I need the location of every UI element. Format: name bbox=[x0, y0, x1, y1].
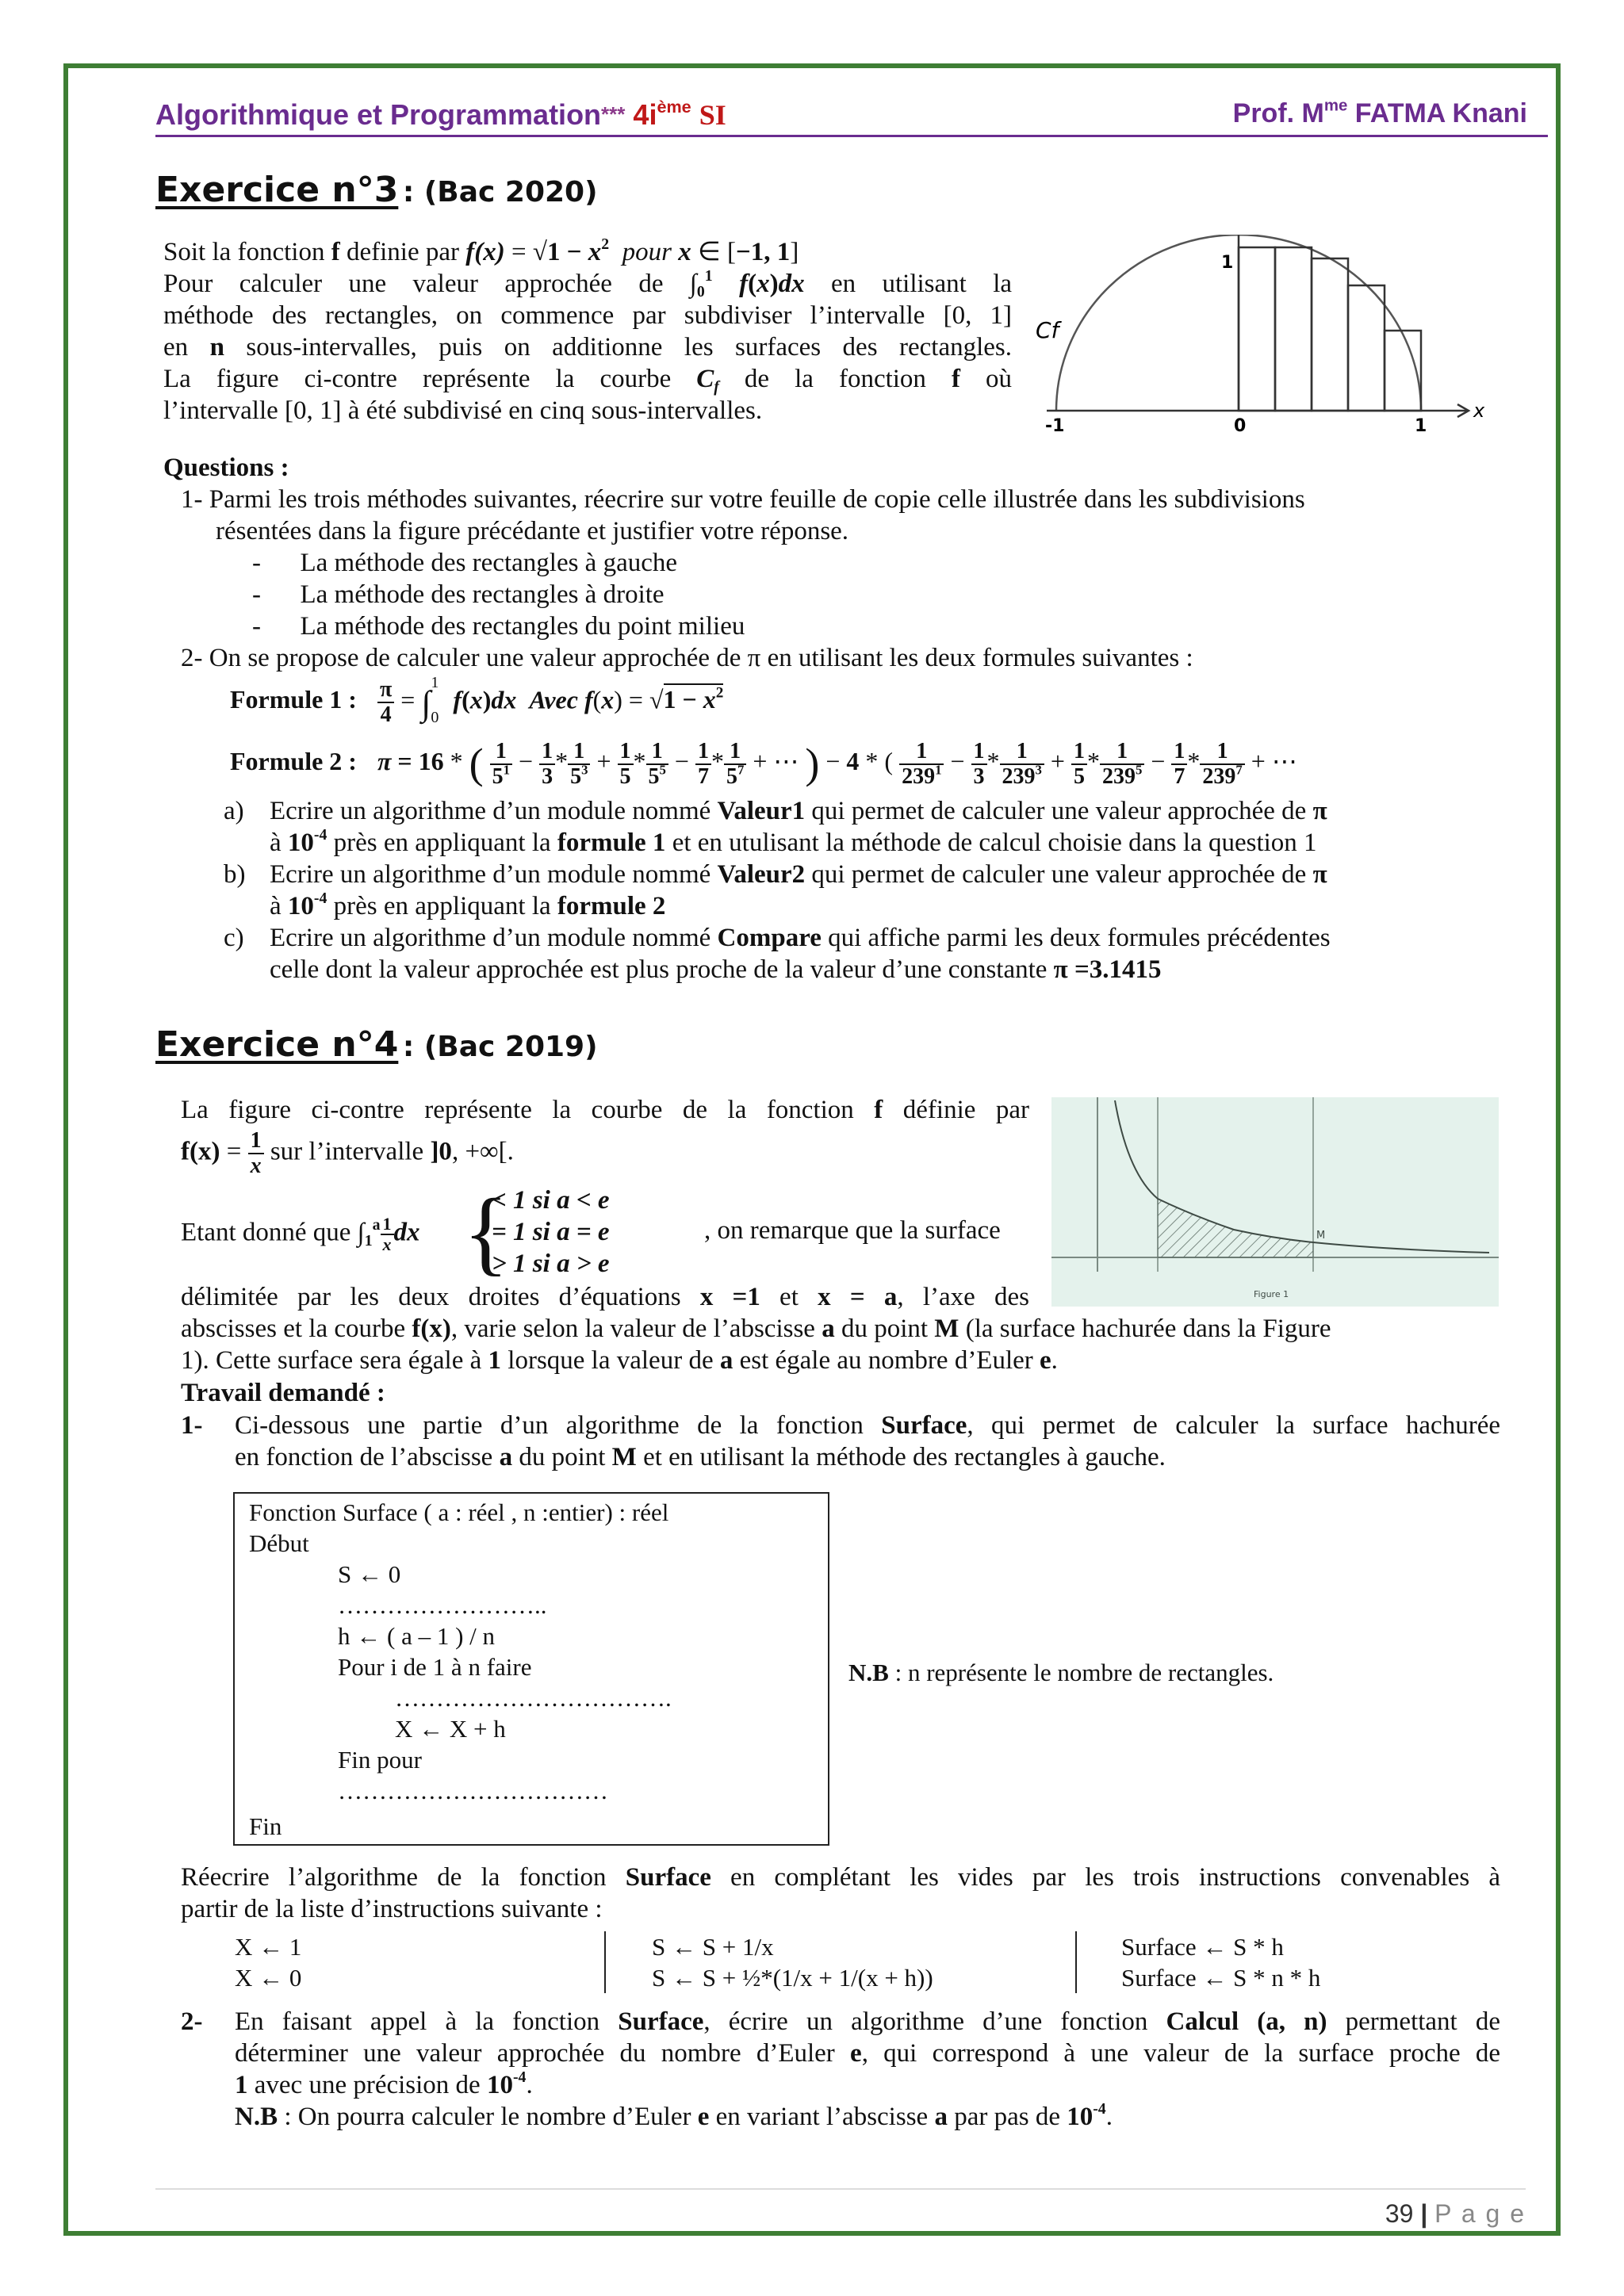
fig-x-axis-label: x bbox=[1473, 400, 1485, 422]
part-a-line-1: a) Ecrire un algorithme d’un module nommé Valeur1 qui permet de calculer une valeur approchée de π bbox=[224, 797, 1327, 825]
instr-item: Surface ← S * h bbox=[1121, 1933, 1284, 1961]
rewrite-line-2: partir de la liste d’instructions suivante : bbox=[181, 1895, 603, 1923]
t2-line-2: déterminer une valeur approchée du nombre d’Euler e, qui correspond à une valeur de la surface proche de bbox=[235, 2039, 1501, 2068]
header-rule bbox=[155, 135, 1548, 137]
fig4-caption: Figure 1 bbox=[1254, 1289, 1289, 1299]
ex3-intro-line-6: l’intervalle [0, 1] à été subdivisé en cinq sous-intervalles. bbox=[163, 396, 763, 425]
cases-suffix: , on remarque que la surface bbox=[704, 1216, 1001, 1245]
fig-tick-0: 0 bbox=[1234, 416, 1247, 436]
algo-line: h ← ( a – 1 ) / n bbox=[338, 1622, 496, 1650]
instr-item: X ← 0 bbox=[235, 1964, 302, 1992]
ex3-semicircle-figure bbox=[1023, 235, 1515, 441]
part-b-line-2: à $10^{-4}$ près en appliquant la formule 2 bbox=[270, 890, 666, 920]
fig-tick-1: 1 bbox=[1415, 416, 1427, 436]
case-less: < 1 si a < e bbox=[492, 1186, 610, 1215]
t1-line-2: en fonction de l’abscisse a du point M et en utilisant la méthode des rectangles à gauche. bbox=[235, 1443, 1166, 1471]
t2-line-3: 1 avec une précision de $10^{-4}$. bbox=[235, 2068, 533, 2099]
instr-item: X ← 1 bbox=[235, 1933, 302, 1961]
part-a-line-2: à $10^{-4}$ près en appliquant la formule 1 et en utulisant la méthode de calcul choisie dans la question 1 bbox=[270, 826, 1317, 857]
instr-item: S ← S + 1/x bbox=[652, 1933, 774, 1961]
ex3-intro-line-1: Soit la fonction f definie par $f(x) = √1 - x^2$ pour x ∈ [−1, 1] bbox=[163, 235, 799, 266]
t2-nb: N.B : On pourra calculer le nombre d’Euler e en variant l’abscisse a par pas de $10^{-4}$. bbox=[235, 2100, 1113, 2131]
fig-curve-label: Cf bbox=[1036, 317, 1059, 343]
ex3-intro bbox=[163, 236, 1012, 427]
algorithm-box bbox=[233, 1492, 829, 1846]
ex4-para-line-1: délimitée par les deux droites d’équations x =1 et x = a, l’axe des bbox=[181, 1283, 1029, 1311]
ex3-questions-label: Questions : bbox=[163, 453, 289, 482]
ex4-hyperbola-figure bbox=[1051, 1097, 1499, 1307]
method-item: - La méthode des rectangles à gauche bbox=[252, 549, 678, 577]
algo-line: Fin pour bbox=[338, 1746, 422, 1774]
formula-1: Formule 1 : $\frac{\pi}{4}$ = ∫$^1_0$ f(x)dx Avec $f(x) = √1 - x^2$ bbox=[230, 674, 724, 727]
ex4-work-label: Travail demandé : bbox=[181, 1379, 385, 1407]
ex4-para bbox=[181, 1281, 1029, 1313]
ex4-para-line-2: abscisses et la courbe f(x), varie selon la valeur de l’abscisse a du point M (la surface hachurée dans la Figure bbox=[181, 1314, 1331, 1343]
fig-y-label: 1 bbox=[1221, 253, 1234, 273]
case-greater: > 1 si a > e bbox=[492, 1249, 610, 1278]
ex4-intro-line-2: f(x) = $\frac{1}{x}$ sur l’intervalle ]0, +∞[. bbox=[181, 1128, 514, 1178]
t1-line-1: Ci-dessous une partie d’un algorithme de la fonction Surface, qui permet de calculer la surface hachurée bbox=[235, 1411, 1500, 1440]
instr-divider bbox=[604, 1931, 606, 1993]
case-equal: = 1 si a = e bbox=[492, 1218, 610, 1246]
rewrite-text bbox=[181, 1862, 1500, 1925]
ex3-title: Exercice n°3 : (Bac 2020) bbox=[155, 170, 598, 210]
header-title: Algorithmique et Programmation*** $4i^{ème}$ SI bbox=[155, 96, 726, 131]
t1-num: 1- bbox=[181, 1411, 203, 1440]
cases-prefix: Etant donné que $\int_1^a$ $\frac{1}{x}$ dx bbox=[181, 1214, 420, 1254]
instr-item: Surface ← S * n * h bbox=[1121, 1964, 1321, 1992]
footer-rule bbox=[155, 2188, 1526, 2190]
ex4-intro-line-1: La figure ci-contre représente la courbe de la fonction f définie par bbox=[181, 1096, 1029, 1124]
ex3-q1-line-1: 1- Parmi les trois méthodes suivantes, réecrire sur votre feuille de copie celle illustrée dans les subdivisions bbox=[181, 485, 1305, 514]
fig4-point-label: M bbox=[1316, 1230, 1326, 1242]
instr-item: S ← S + ½*(1/x + 1/(x + h)) bbox=[652, 1964, 933, 1992]
fig-tick-neg1: -1 bbox=[1045, 416, 1065, 436]
part-c-line-2: celle dont la valeur approchée est plus proche de la valeur d’une constante π =3.1415 bbox=[270, 955, 1162, 984]
t1-text bbox=[235, 1410, 1500, 1473]
t2-text bbox=[235, 2006, 1500, 2133]
method-item: - La méthode des rectangles à droite bbox=[252, 580, 665, 609]
ex4-title: Exercice n°4 : (Bac 2019) bbox=[155, 1024, 598, 1065]
algo-line: X ← X + h bbox=[395, 1715, 506, 1743]
algo-blank-2: ……………………………. bbox=[395, 1684, 672, 1712]
formula-2: Formule 2 : π = 16 * ( $\frac{1}{5^1}$ − $\frac{1}{3}$ * $\frac{1}{5^3}$ + $\frac{1}{5}$ * $\frac{1}{5^5}$ − $\frac{1}{7}$ * $\frac{1}{5^7}$ + ⋯ ) − 4 * ( $\frac{1}{239^1}$ − $\frac{1}{3}$ * $\frac{1}{239^3}$ + $\frac{1}{5}$ * $\frac{1}{239^5}$ − $\frac{1}{7}$ * $\frac{1}{239^7}$ + ⋯ bbox=[230, 738, 1297, 789]
rewrite-line-1: Réecrire l’algorithme de la fonction Surface en complétant les vides par les trois instructions convenables à bbox=[181, 1863, 1501, 1892]
part-c-line-1: c) Ecrire un algorithme d’un module nommé Compare qui affiche parmi les deux formules précédentes bbox=[224, 924, 1331, 952]
method-item: - La méthode des rectangles du point milieu bbox=[252, 612, 745, 641]
part-b-line-1: b) Ecrire un algorithme d’un module nommé Valeur2 qui permet de calculer une valeur approchée de π bbox=[224, 860, 1327, 889]
algo-line: Début bbox=[249, 1529, 309, 1557]
algo-line: Pour i de 1 à n faire bbox=[338, 1653, 532, 1681]
ex4-intro bbox=[181, 1094, 1029, 1178]
t2-num: 2- bbox=[181, 2007, 203, 2036]
ex4-cases bbox=[181, 1179, 1037, 1284]
header-author: Prof. $M^{me}$ FATMA Knani bbox=[1232, 97, 1527, 128]
cases-brace: { bbox=[463, 1179, 509, 1284]
ex3-intro-line-2: Pour calculer une valeur approchée de $\int_0^1$ f(x)dx en utilisant la bbox=[163, 267, 1013, 300]
algo-line: S ← 0 bbox=[338, 1560, 401, 1588]
ex3-intro-line-4: en n sous-intervalles, puis on additionne les surfaces des rectangles. bbox=[163, 333, 1013, 362]
algo-blank-1: …………………….. bbox=[338, 1591, 547, 1619]
ex3-intro-line-3: méthode des rectangles, on commence par subdiviser l’intervalle [0, 1] bbox=[163, 301, 1012, 330]
t2-line-1: En faisant appel à la fonction Surface, écrire un algorithme d’une fonction Calcul (a, n) permettant de bbox=[235, 2007, 1500, 2036]
nb-note: N.B : n représente le nombre de rectangles. bbox=[848, 1659, 1274, 1686]
ex3-parts bbox=[224, 795, 1500, 985]
algo-line: Fonction Surface ( a : réel , n :entier) : réel bbox=[249, 1498, 669, 1526]
instr-divider bbox=[1075, 1931, 1077, 1993]
page-footer: 39 | P a g e bbox=[1385, 2199, 1526, 2228]
ex3-q2: 2- On se propose de calculer une valeur approchée de π en utilisant les deux formules suivantes : bbox=[181, 644, 1193, 672]
ex3-q1-line-2: résentées dans la figure précédante et justifier votre réponse. bbox=[216, 517, 849, 545]
algo-blank-3: …………………………… bbox=[338, 1777, 608, 1804]
algo-line: Fin bbox=[249, 1812, 282, 1840]
ex4-para-line-3: 1). Cette surface sera égale à 1 lorsque la valeur de a est égale au nombre d’Euler e. bbox=[181, 1346, 1058, 1375]
ex3-intro-line-5: La figure ci-contre représente la courbe $C_f$ de la fonction f où bbox=[163, 365, 1013, 396]
